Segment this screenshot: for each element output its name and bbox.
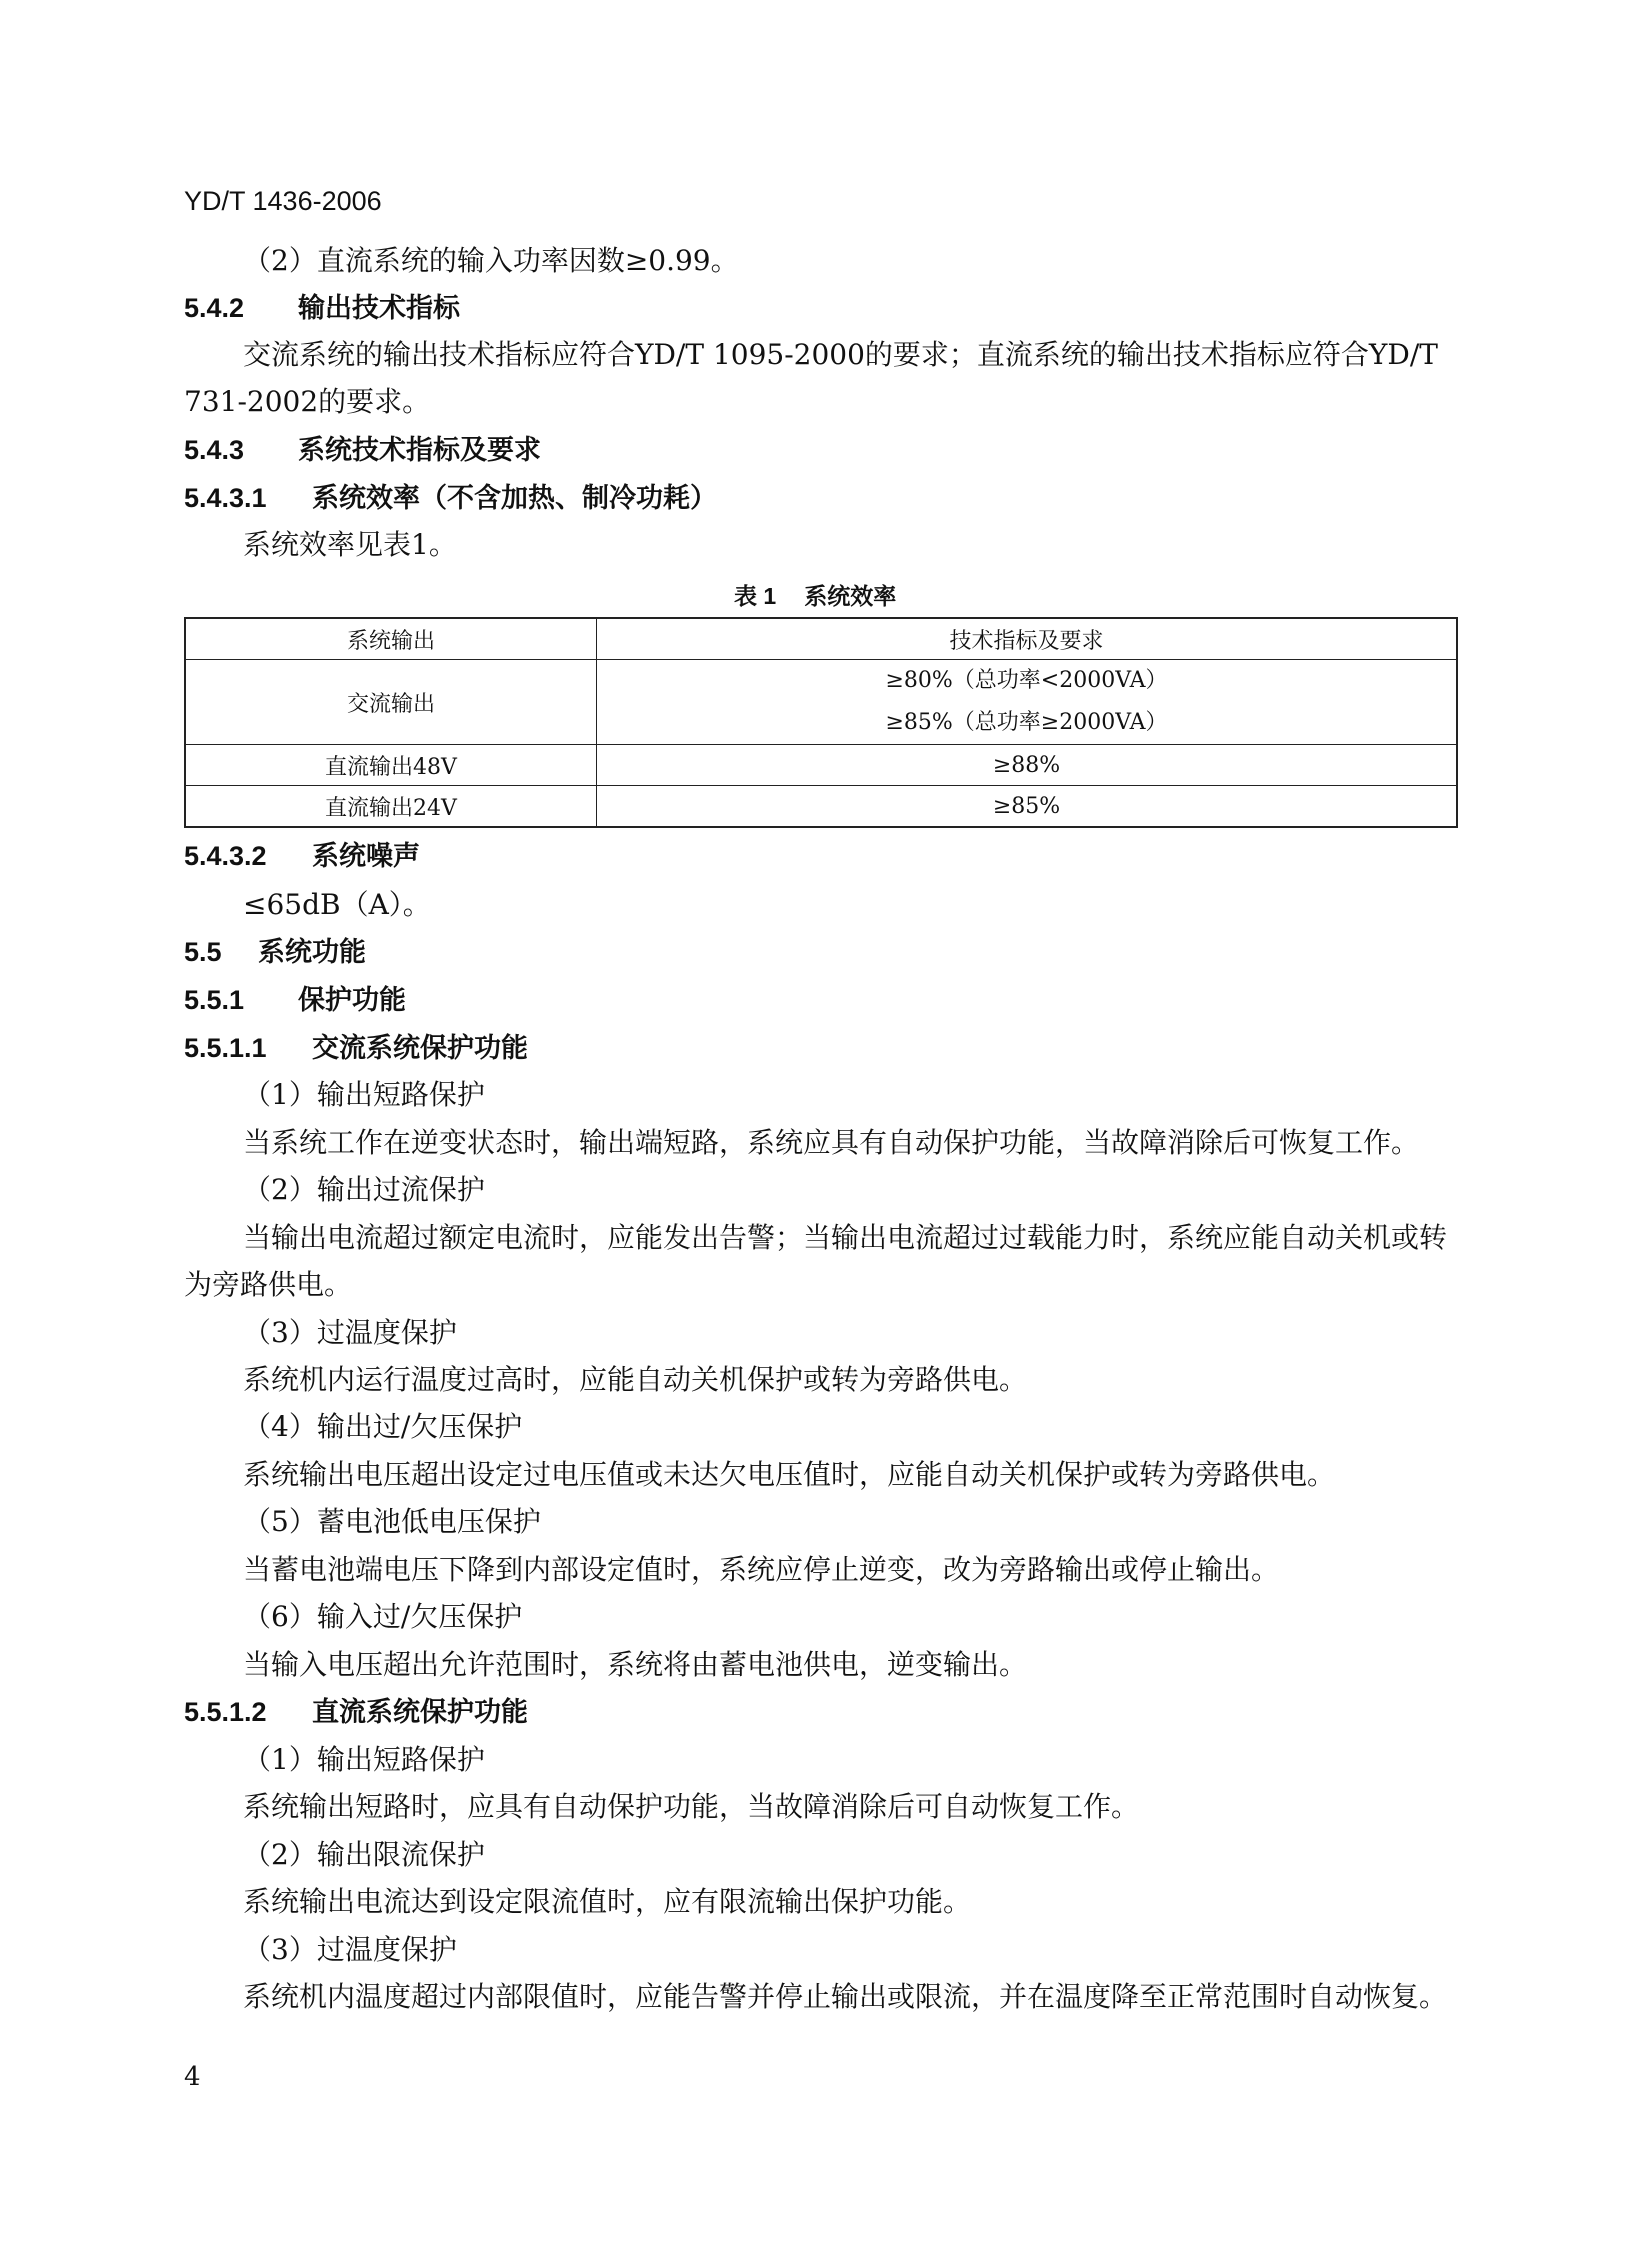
- section-title: 保护功能: [298, 985, 406, 1015]
- section-5-5-1-1-heading: [184, 1030, 528, 1066]
- row-label: 直流输出24V: [185, 786, 597, 828]
- table-caption-title: 系统效率: [804, 583, 897, 609]
- s5512-item-2-text: 系统输出电流达到设定限流值时，应有限流输出保护功能。: [243, 1885, 972, 1918]
- section-number: 5.5: [184, 937, 222, 967]
- table-caption-number: 表 1: [734, 583, 777, 609]
- section-5-4-3-heading: [184, 432, 541, 468]
- section-title: 系统技术指标及要求: [298, 435, 541, 465]
- s542-para-line-1: 交流系统的输出技术指标应符合YD/T 1095-2000的要求；直流系统的输出技术指标应符合YD/T: [243, 338, 1438, 371]
- table-row: [185, 660, 1457, 745]
- s5511-item-2-text-1: 当输出电流超过额定电流时，应能发出告警；当输出电流超过过载能力时，系统应能自动关机或转: [243, 1221, 1448, 1254]
- s542-para-line-2: 731-2002的要求。: [184, 385, 431, 418]
- row-value-line: ≥85%（总功率≥2000VA）: [885, 710, 1168, 735]
- row-value: [597, 660, 1458, 745]
- s5512-item-2-label: （2）输出限流保护: [243, 1838, 485, 1871]
- section-number: 5.5.1.2: [184, 1697, 267, 1727]
- s5511-item-1-label: （1）输出短路保护: [243, 1078, 485, 1111]
- s5511-item-4-label: （4）输出过/欠压保护: [243, 1410, 523, 1443]
- section-title: 输出技术指标: [298, 293, 460, 323]
- s5511-item-5-label: （5）蓄电池低电压保护: [243, 1505, 541, 1538]
- table-header-row: [185, 618, 1457, 660]
- section-number: 5.4.3: [184, 435, 245, 465]
- s5432-para: ≤65dB（A）。: [243, 888, 431, 921]
- section-5-4-3-2-heading: [184, 838, 420, 874]
- section-number: 5.4.2: [184, 293, 245, 323]
- doc-code-header: YD/T 1436-2006: [184, 186, 382, 216]
- section-title: 交流系统保护功能: [312, 1033, 528, 1063]
- s5511-item-5-text: 当蓄电池端电压下降到内部设定值时，系统应停止逆变，改为旁路输出或停止输出。: [243, 1553, 1280, 1586]
- s5511-item-4-text: 系统输出电压超出设定过电压值或未达欠电压值时，应能自动关机保护或转为旁路供电。: [243, 1458, 1336, 1491]
- s5512-item-3-text: 系统机内温度超过内部限值时，应能告警并停止输出或限流，并在温度降至正常范围时自动恢复。: [243, 1980, 1448, 2013]
- row-value: ≥88%: [597, 745, 1458, 786]
- table-row: [185, 745, 1457, 786]
- s5512-item-1-label: （1）输出短路保护: [243, 1743, 485, 1776]
- efficiency-table: [184, 617, 1458, 828]
- s5511-item-6-text: 当输入电压超出允许范围时，系统将由蓄电池供电，逆变输出。: [243, 1648, 1028, 1681]
- column-header-system-output: 系统输出: [185, 618, 597, 660]
- section-5-4-3-1-heading: [184, 480, 717, 516]
- section-number: 5.4.3.2: [184, 841, 267, 871]
- section-title: 系统功能: [258, 937, 366, 967]
- s5511-item-3-text: 系统机内运行温度过高时，应能自动关机保护或转为旁路供电。: [243, 1363, 1028, 1396]
- section-5-5-heading: [184, 934, 366, 970]
- section-title: 系统噪声: [312, 841, 420, 871]
- section-5-5-1-heading: [184, 982, 406, 1018]
- top-item-2: （2）直流系统的输入功率因数≥0.99。: [243, 244, 739, 277]
- s5512-item-1-text: 系统输出短路时，应具有自动保护功能，当故障消除后可自动恢复工作。: [243, 1790, 1140, 1823]
- table-1-caption: [734, 578, 896, 614]
- row-label: 直流输出48V: [185, 745, 597, 786]
- s5511-item-6-label: （6）输入过/欠压保护: [243, 1600, 523, 1633]
- s5511-item-1-text: 当系统工作在逆变状态时，输出端短路，系统应具有自动保护功能，当故障消除后可恢复工作。: [243, 1126, 1420, 1159]
- section-5-5-1-2-heading: [184, 1694, 528, 1730]
- page-number: 4: [184, 2062, 201, 2092]
- row-value: ≥85%: [597, 786, 1458, 828]
- s5511-item-2-text-2: 为旁路供电。: [184, 1268, 353, 1301]
- s5512-item-3-label: （3）过温度保护: [243, 1933, 457, 1966]
- column-header-requirements: 技术指标及要求: [597, 618, 1458, 660]
- table-row: [185, 786, 1457, 828]
- row-value-line: ≥80%（总功率<2000VA）: [885, 668, 1168, 693]
- s5431-para: 系统效率见表1。: [243, 528, 457, 561]
- s5511-item-2-label: （2）输出过流保护: [243, 1173, 485, 1206]
- section-number: 5.5.1: [184, 985, 245, 1015]
- section-5-4-2-heading: [184, 290, 460, 326]
- row-label: 交流输出: [185, 660, 597, 745]
- s5511-item-3-label: （3）过温度保护: [243, 1316, 457, 1349]
- section-title: 系统效率（不含加热、制冷功耗）: [312, 483, 717, 513]
- section-number: 5.5.1.1: [184, 1033, 267, 1063]
- section-number: 5.4.3.1: [184, 483, 267, 513]
- section-title: 直流系统保护功能: [312, 1697, 528, 1727]
